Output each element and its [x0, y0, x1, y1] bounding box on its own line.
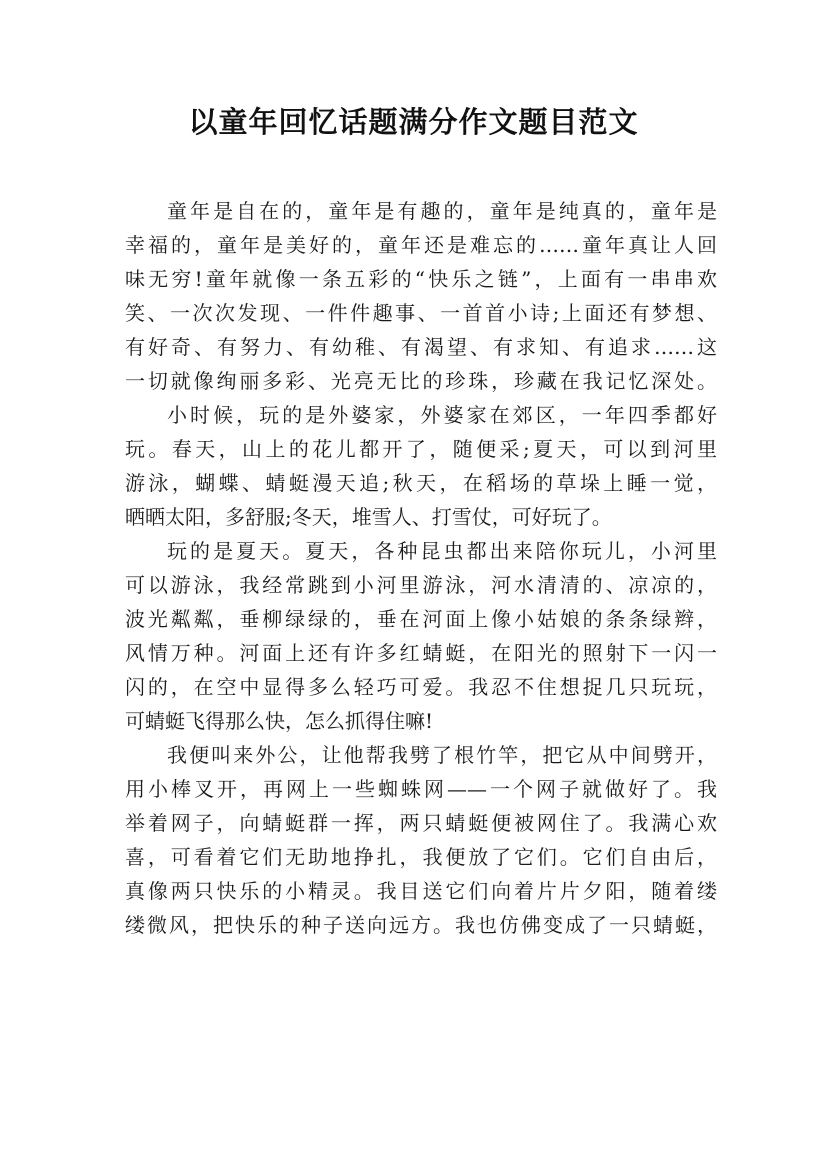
text-line: 可以游泳，我经常跳到小河里游泳，河水清清的、凉凉的，: [125, 573, 717, 597]
paragraph: [125, 534, 717, 738]
text-line: 波光粼粼，垂柳绿绿的，垂在河面上像小姑娘的条条绿辫，: [125, 607, 717, 631]
paragraph: [125, 398, 717, 534]
text-line: 真像两只快乐的小精灵。我目送它们向着片片夕阳，随着缕: [125, 879, 717, 903]
text-line: 举着网子，向蜻蜓群一挥，两只蜻蜓便被网住了。我满心欢: [125, 811, 717, 835]
text-line: 闪的，在空中显得多么轻巧可爱。我忍不住想捉几只玩玩，: [125, 675, 717, 699]
text-line: 晒晒太阳，多舒服;冬天，堆雪人、打雪仗，可好玩了。: [125, 505, 612, 529]
text-line: 风情万种。河面上还有许多红蜻蜓，在阳光的照射下一闪一: [125, 641, 717, 665]
text-line: 幸福的，童年是美好的，童年还是难忘的……童年真让人回: [125, 233, 717, 257]
text-line: 游泳，蝴蝶、蜻蜓漫天追;秋天，在稻场的草垛上睡一觉，: [125, 471, 717, 495]
text-line: 用小棒叉开，再网上一些蜘蛛网——一个网子就做好了。我: [125, 777, 717, 801]
document-body: [125, 194, 717, 942]
text-line: 童年是自在的，童年是有趣的，童年是纯真的，童年是: [167, 199, 717, 223]
text-line: 味无穷!童年就像一条五彩的“快乐之链”，上面有一串串欢: [125, 267, 717, 291]
paragraph: [125, 194, 717, 398]
text-line: 缕微风，把快乐的种子送向远方。我也仿佛变成了一只蜻蜓，: [125, 913, 717, 937]
text-line: 有好奇、有努力、有幼稚、有渴望、有求知、有追求……这: [125, 335, 717, 359]
text-line: 喜，可看着它们无助地挣扎，我便放了它们。它们自由后，: [125, 845, 717, 869]
text-line: 玩。春天，山上的花儿都开了，随便采;夏天，可以到河里: [125, 437, 717, 461]
document-title: 以童年回忆话题满分作文题目范文: [188, 105, 639, 139]
text-line: 可蜻蜓飞得那么快，怎么抓得住嘛!: [125, 709, 434, 733]
text-line: 一切就像绚丽多彩、光亮无比的珍珠，珍藏在我记忆深处。: [125, 369, 717, 393]
text-line: 我便叫来外公，让他帮我劈了根竹竿，把它从中间劈开，: [167, 743, 717, 767]
text-line: 笑、一次次发现、一件件趣事、一首首小诗;上面还有梦想、: [125, 301, 717, 325]
text-line: 玩的是夏天。夏天，各种昆虫都出来陪你玩儿，小河里: [167, 539, 717, 563]
paragraph: [125, 738, 717, 942]
text-line: 小时候，玩的是外婆家，外婆家在郊区，一年四季都好: [167, 403, 717, 427]
